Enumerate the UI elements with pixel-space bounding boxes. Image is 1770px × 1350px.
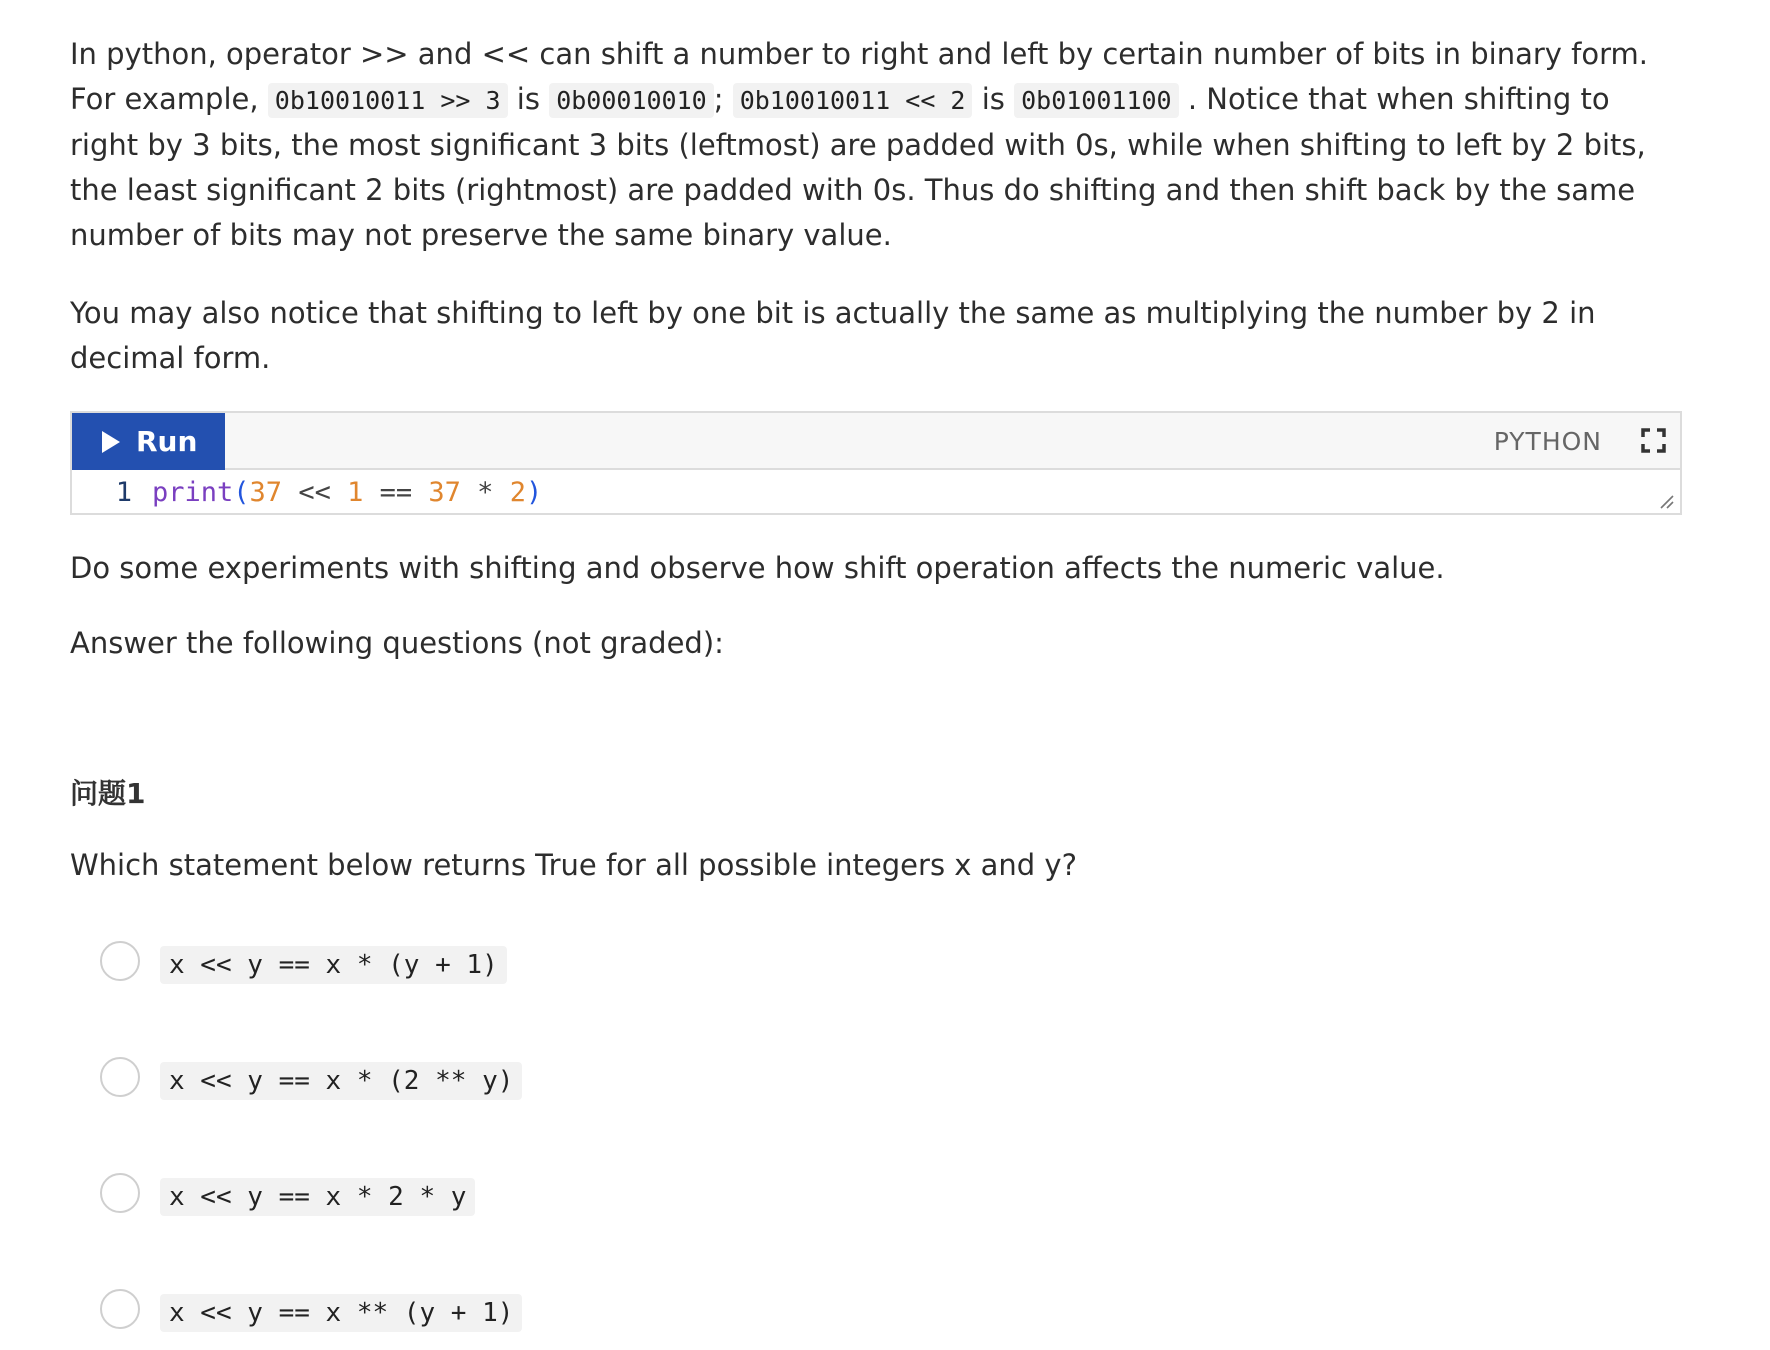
code-token-paren: ) [525, 477, 543, 508]
radio-button[interactable] [100, 1057, 140, 1097]
intro-text: . Notice that when shifting to right by 3 bits, the most significant 3 bits (leftmost) are padded with 0s, while when shifting to left by 2 bits, the least significant 2 bits (rightmost) are padded with 0s. Thus do shifting and then shift back by the same number of bits may not preserve the same binary value. [70, 82, 1646, 252]
code-token-number: 37 [249, 477, 283, 508]
inline-code-left-result: 0b01001100 [1014, 83, 1179, 118]
inline-code-right-shift: 0b10010011 >> 3 [268, 83, 508, 118]
code-token-function: print [152, 477, 234, 508]
intro-paragraph [70, 32, 1670, 258]
code-editor [70, 411, 1682, 515]
radio-button[interactable] [100, 1173, 140, 1213]
code-line[interactable] [72, 470, 1680, 515]
option-code: x << y == x * (y + 1) [160, 946, 507, 984]
code-token-number: 37 [428, 477, 461, 508]
answer-option-1[interactable] [100, 938, 507, 984]
option-code: x << y == x * (2 ** y) [160, 1062, 522, 1100]
inline-code-right-result: 0b00010010 [549, 83, 714, 118]
option-code: x << y == x * 2 * y [160, 1178, 475, 1216]
code-token-number: 1 [347, 477, 364, 508]
answer-option-3[interactable] [100, 1170, 475, 1216]
option-code: x << y == x ** (y + 1) [160, 1294, 522, 1332]
experiment-paragraph: Do some experiments with shifting and observe how shift operation affects the numeric value. [70, 551, 1445, 585]
intro-text: is [972, 82, 1015, 116]
radio-button[interactable] [100, 1289, 140, 1329]
code-token-paren: ( [233, 477, 250, 508]
radio-button[interactable] [100, 941, 140, 981]
resize-handle-icon[interactable] [1658, 493, 1674, 509]
intro-text: In python, operator >> and << can shift a number to right and left by certain number of bits in binary form. For example, [70, 37, 1649, 116]
code-token-operator: << [282, 477, 348, 508]
answer-option-4[interactable] [100, 1286, 522, 1332]
line-number: 1 [115, 477, 132, 508]
fullscreen-icon[interactable] [1641, 428, 1666, 453]
language-label: PYTHON [1493, 427, 1602, 456]
inline-code-left-shift: 0b10010011 << 2 [733, 83, 973, 118]
code-toolbar [72, 413, 1680, 470]
code-token-operator: * [460, 477, 510, 508]
answer-instructions: Answer the following questions (not graded): [70, 626, 724, 660]
play-triangle-icon [102, 431, 120, 453]
multiply-paragraph: You may also notice that shifting to left by one bit is actually the same as multiplying the number by 2 in decimal form. [70, 296, 1596, 375]
code-token-operator: == [363, 477, 429, 508]
intro-text: is [507, 82, 550, 116]
run-button-label: Run [136, 425, 198, 458]
intro-text: ; [713, 82, 733, 116]
question-text: Which statement below returns True for all possible integers x and y? [70, 848, 1077, 882]
run-button[interactable] [72, 413, 225, 470]
code-token-number: 2 [509, 477, 526, 508]
answer-option-2[interactable] [100, 1054, 522, 1100]
question-title: 问题1 [70, 777, 146, 810]
